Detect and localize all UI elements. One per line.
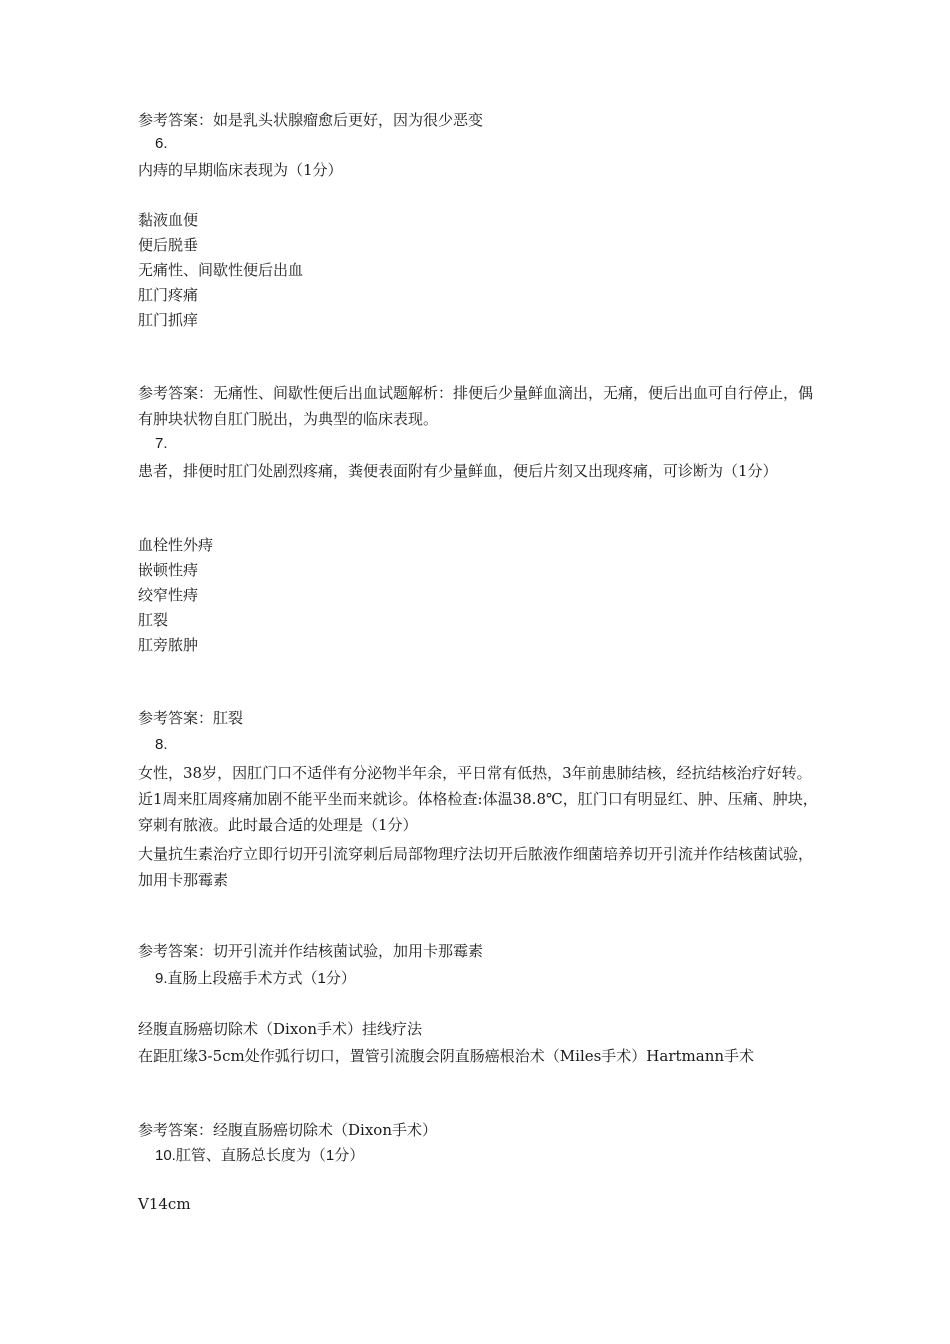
- q6-question: 内痔的早期临床表现为（1分）: [138, 161, 343, 179]
- q8-question: 女性，38岁，因肛门口不适伴有分泌物半年余，平日常有低热，3年前患肺结核，经抗结核治疗好转。近1周来肛周疼痛加剧不能平坐而来就诊。体格检查:体温38.8℃，肛门口有明显红、肿、压痛、肿块，穿刺有脓液。此时最合适的处理是（1分）: [138, 764, 818, 834]
- q5-answer: 参考答案：如是乳头状腺瘤愈后更好，因为很少恶变: [138, 111, 484, 129]
- q8-options: 大量抗生素治疗立即行切开引流穿刺后局部物理疗法切开后脓液作细菌培养切开引流并作结核菌试验，加用卡那霉素: [138, 845, 814, 889]
- q7-option-3: 绞窄性痔: [138, 586, 199, 604]
- q8-number: 8.: [155, 736, 168, 753]
- q6-option-3: 无痛性、间歇性便后出血: [138, 261, 304, 279]
- q7-number: 7.: [155, 435, 168, 452]
- q10-option-1: V14cm: [138, 1195, 191, 1213]
- q6-option-2: 便后脱垂: [138, 236, 199, 254]
- q9-options-line-2: 在距肛缘3-5cm处作弧行切口，置管引流腹会阴直肠癌根治术（Miles手术）Hartmann手术: [138, 1047, 755, 1065]
- q6-option-1: 黏液血便: [138, 211, 199, 229]
- q6-option-5: 肛门抓痒: [138, 311, 199, 329]
- q7-option-1: 血栓性外痔: [138, 536, 214, 554]
- q10-question: 10.肛管、直肠总长度为（1分）: [155, 1147, 365, 1164]
- q6-option-4: 肛门疼痛: [138, 286, 199, 304]
- q6-answer: 参考答案：无痛性、间歇性便后出血试题解析：排便后少量鲜血滴出，无痛，便后出血可自行停止，偶有肿块状物自肛门脱出，为典型的临床表现。: [138, 384, 814, 428]
- q7-option-5: 肛旁脓肿: [138, 636, 199, 654]
- q7-option-2: 嵌顿性痔: [138, 561, 199, 579]
- q9-answer: 参考答案：经腹直肠癌切除术（Dixon手术）: [138, 1121, 437, 1139]
- q9-question: 9.直肠上段癌手术方式（1分）: [155, 970, 356, 987]
- q9-options-line-1: 经腹直肠癌切除术（Dixon手术）挂线疗法: [138, 1020, 422, 1038]
- q7-question: 患者，排便时肛门处剧烈疼痛，粪便表面附有少量鲜血，便后片刻又出现疼痛，可诊断为（1分）: [138, 462, 778, 480]
- q8-answer: 参考答案：切开引流并作结核菌试验，加用卡那霉素: [138, 942, 484, 960]
- q7-option-4: 肛裂: [138, 611, 169, 629]
- q7-answer: 参考答案：肛裂: [138, 709, 244, 727]
- q6-number: 6.: [155, 135, 168, 152]
